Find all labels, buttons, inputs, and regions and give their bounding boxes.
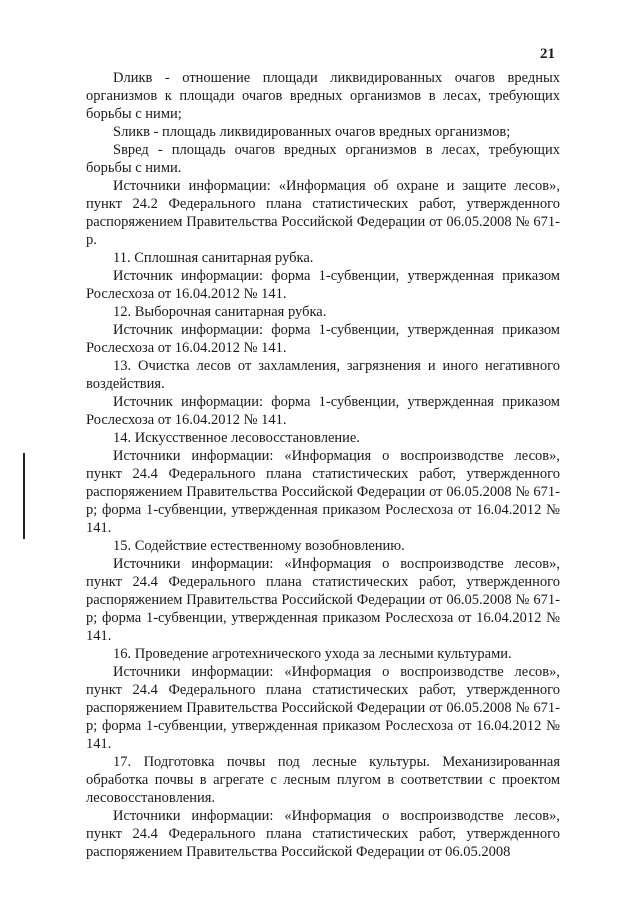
section-heading-15: 15. Содействие естественному возобновлению. — [113, 538, 405, 554]
section-heading-16: 16. Проведение агротехнического ухода за лесными культурами. — [113, 646, 512, 662]
section-heading-14: 14. Искусственное лесовосстановление. — [113, 430, 360, 446]
paragraph: Источник информации: форма 1-субвенции, утвержденная приказом Рослесхоза от 16.04.2012 № 141. — [86, 268, 560, 302]
paragraph: Источники информации: «Информация об охране и защите лесов», пункт 24.2 Федерального плана статистических работ, утвержденного распоряжением Правительства Российской Федерации от 06.05.2008 № 671-р. — [86, 178, 560, 248]
paragraph: Источники информации: «Информация о воспроизводстве лесов», пункт 24.4 Федерального плана статистических работ, утвержденного распоряжением Правительства Российской Федерации от 06.05.2008 — [86, 808, 560, 860]
page-number: 21 — [540, 46, 555, 62]
paragraph: Источники информации: «Информация о воспроизводстве лесов», пункт 24.4 Федерального плана статистических работ, утвержденного распоряжением Правительства Российской Федерации от 06.05.2008 № 671-р; форма 1-субвенции, утвержденная приказом Рослесхоза от 16.04.2012 № 141. — [86, 556, 560, 644]
section-heading-12: 12. Выборочная санитарная рубка. — [113, 304, 327, 320]
section-heading-13: 13. Очистка лесов от захламления, загрязнения и иного негативного воздействия. — [86, 358, 560, 392]
section-heading-11: 11. Сплошная санитарная рубка. — [113, 250, 314, 266]
paragraph: Источник информации: форма 1-субвенции, утвержденная приказом Рослесхоза от 16.04.2012 № 141. — [86, 322, 560, 356]
section-heading-17: 17. Подготовка почвы под лесные культуры. Механизированная обработка почвы в агрегате с лесным плугом в соответствии с проектом лесовосстановления. — [86, 754, 560, 806]
paragraph: Источники информации: «Информация о воспроизводстве лесов», пункт 24.4 Федерального плана статистических работ, утвержденного распоряжением Правительства Российской Федерации от 06.05.2008 № 671-р; форма 1-субвенции, утвержденная приказом Рослесхоза от 16.04.2012 № 141. — [86, 448, 560, 536]
paragraph: Sликв - площадь ликвидированных очагов вредных организмов; — [113, 124, 511, 140]
paragraph: Sвред - площадь очагов вредных организмов в лесах, требующих борьбы с ними. — [86, 142, 560, 176]
paragraph: Источники информации: «Информация о воспроизводстве лесов», пункт 24.4 Федерального плана статистических работ, утвержденного распоряжением Правительства Российской Федерации от 06.05.2008 № 671-р; форма 1-субвенции, утвержденная приказом Рослесхоза от 16.04.2012 № 141. — [86, 664, 560, 752]
paragraph: Источник информации: форма 1-субвенции, утвержденная приказом Рослесхоза от 16.04.2012 № 141. — [86, 394, 560, 428]
document-body — [86, 69, 560, 861]
paragraph: Dликв - отношение площади ликвидированных очагов вредных организмов к площади очагов вредных организмов в лесах, требующих борьбы с ними; — [86, 70, 560, 122]
margin-line — [23, 453, 25, 539]
